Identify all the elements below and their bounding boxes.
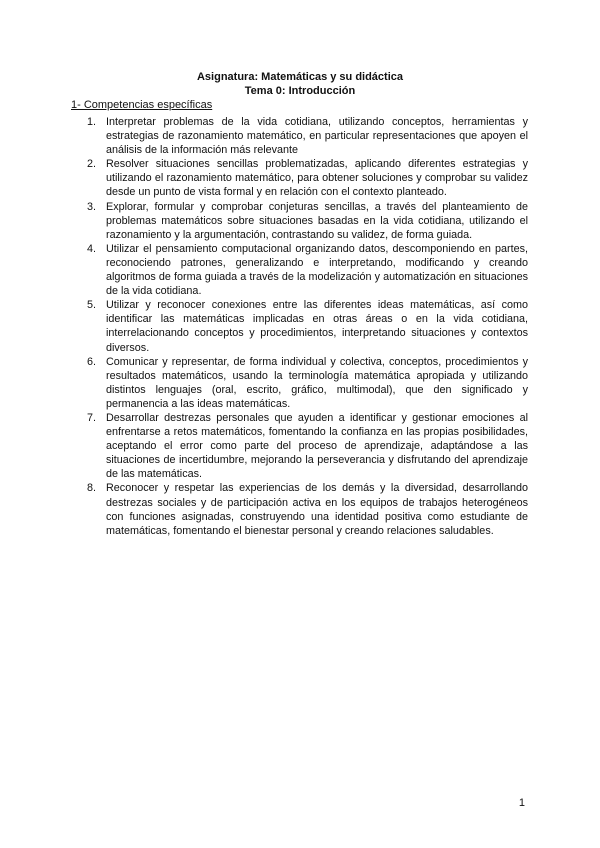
item-text: Utilizar y reconocer conexiones entre las diferentes ideas matemáticas, así como identificar las matemáticas implicadas en otras áreas o en la vida cotidiana, interrelacionando conceptos y procedimientos, interpretando situaciones y contextos diversos. (106, 299, 528, 354)
list-item (87, 200, 528, 242)
item-number: 6. (87, 355, 97, 368)
item-number: 5. (87, 299, 97, 312)
list-item (87, 157, 528, 199)
list-item (87, 481, 528, 537)
item-text: Comunicar y representar, de forma individual y colectiva, conceptos, procedimientos y resultados matemáticos, usando la terminología matemática apropiada y utilizando distintos lenguajes (oral, escrito, gráfico, multimodal), que den significado y permanencia a las ideas matemáticas. (106, 355, 528, 410)
competencies-list (87, 115, 528, 538)
item-text: Reconocer y respetar las experiencias de los demás y la diversidad, desarrollando destrezas sociales y de participación activa en los equipos de trabajos heterogéneos con funciones asignadas, construyendo una identidad positiva como estudiante de matemáticas, fomentando el bienestar personal y creando relaciones saludables. (106, 482, 528, 537)
item-number: 3. (87, 200, 97, 213)
item-number: 1. (87, 116, 97, 128)
page-number: 1 (518, 797, 525, 809)
item-text: Utilizar el pensamiento computacional organizando datos, descomponiendo en partes, reconociendo patrones, generalizando e interpretando, modificando y creando algoritmos de forma guiada a través de la modelización y automatización en situaciones de la vida cotidiana. (106, 242, 528, 298)
document-title: Asignatura: Matemáticas y su didáctica (196, 71, 403, 83)
list-item (87, 411, 528, 481)
item-number: 7. (87, 411, 97, 424)
item-text: Resolver situaciones sencillas problematizadas, aplicando diferentes estrategias y utilizando el razonamiento matemático, para obtener soluciones y comprobar su validez desde un punto de vista formal y en relación con el contexto planteado. (106, 158, 528, 199)
item-number: 2. (87, 158, 97, 171)
section-heading: 1- Competencias específicas (71, 99, 213, 111)
item-text: Explorar, formular y comprobar conjeturas sencillas, a través del planteamiento de problemas matemáticos sobre situaciones basadas en la vida cotidiana, utilizando el razonamiento y la argumentación, contrastando su validez, de forma guiada. (106, 200, 528, 241)
item-text: Desarrollar destrezas personales que ayuden a identificar y gestionar emociones al enfrentarse a retos matemáticos, fomentando la confianza en las propias posibilidades, aceptando el error como parte del proceso de aprendizaje, adaptándose a las situaciones de incertidumbre, mejorando la perseverancia y disfrutando del aprendizaje de las matemáticas. (106, 411, 528, 481)
title-block (0, 70, 600, 98)
list-item (87, 298, 528, 354)
list-item (87, 242, 528, 298)
document-subtitle: Tema 0: Introducción (244, 85, 356, 97)
list-item (87, 115, 528, 157)
list-item (87, 355, 528, 411)
item-number: 4. (87, 242, 97, 255)
item-number: 8. (87, 482, 97, 495)
item-text: Interpretar problemas de la vida cotidiana, utilizando conceptos, herramientas y estrategias de razonamiento matemático, en particular representaciones que apoyen el análisis de la información más relevante (106, 116, 528, 157)
